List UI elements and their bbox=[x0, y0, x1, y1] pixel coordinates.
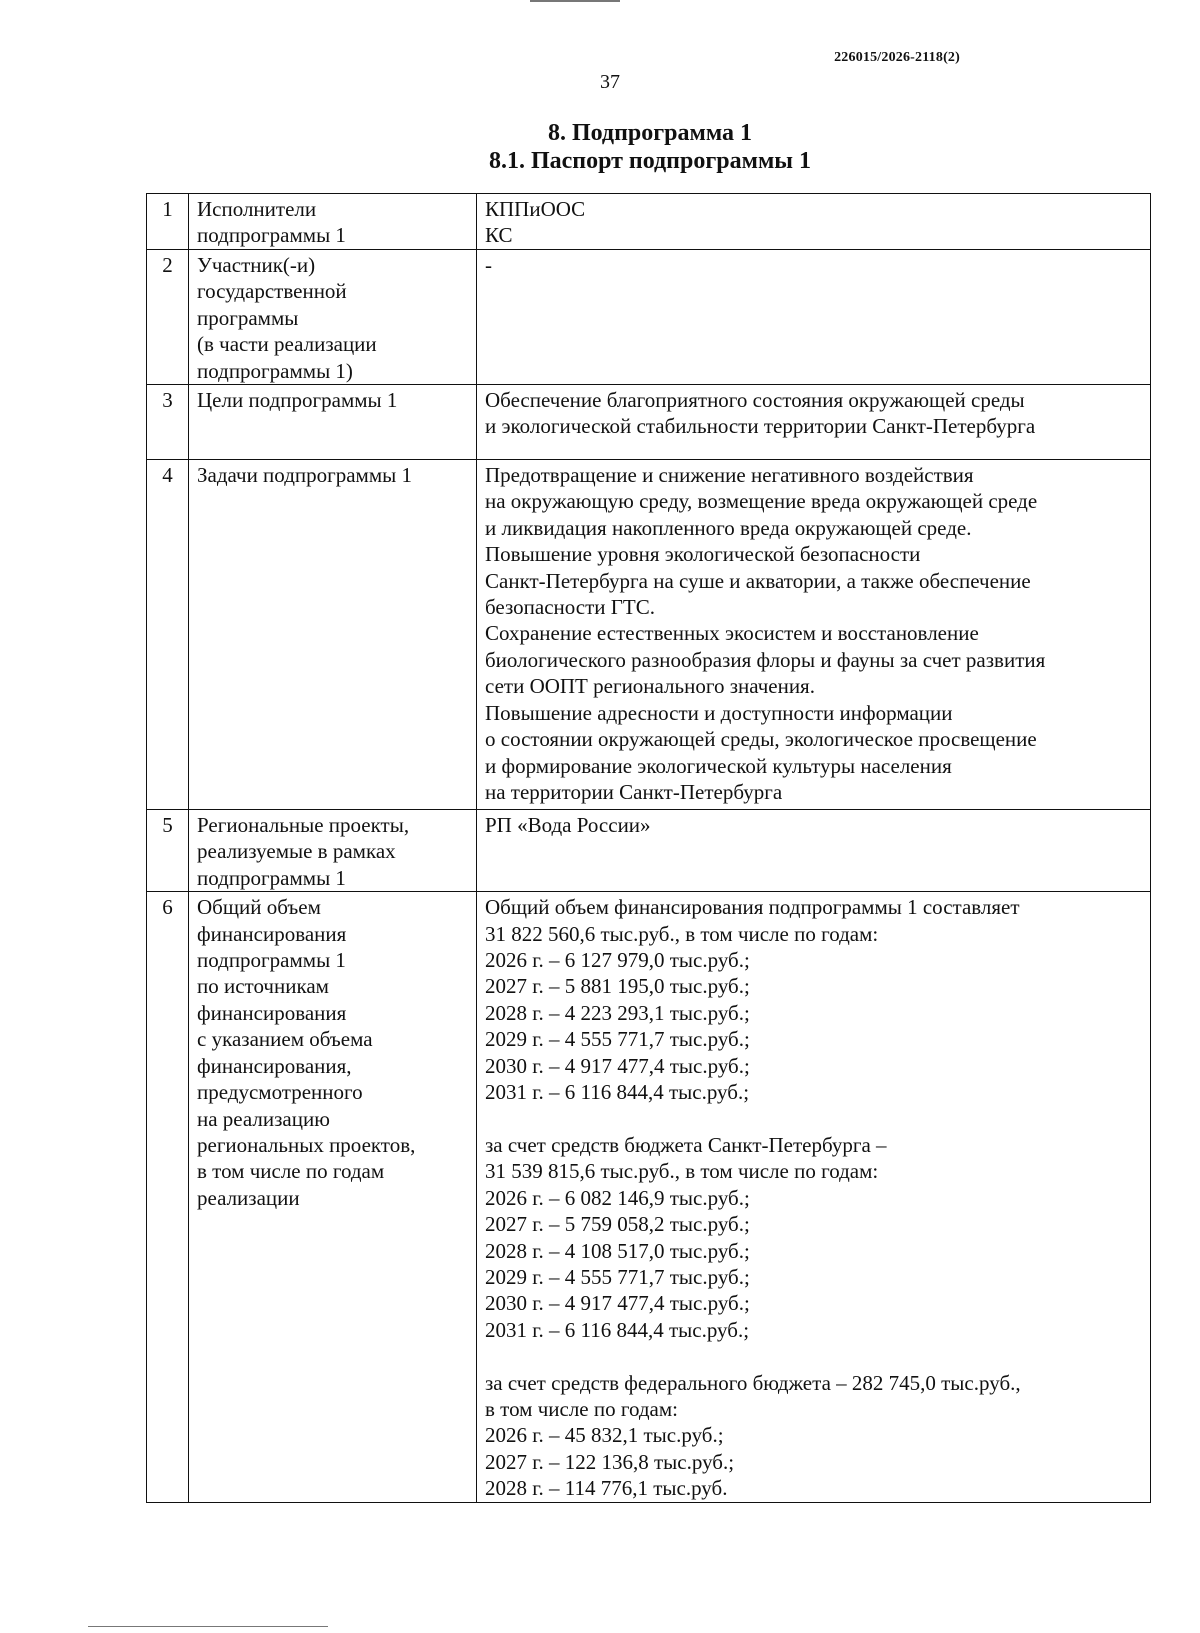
row-label: Региональные проекты, реализуемые в рамках подпрограммы 1 bbox=[189, 810, 477, 892]
document-number: 226015/2026-2118(2) bbox=[834, 50, 960, 65]
page-number: 37 bbox=[600, 71, 620, 93]
scan-edge-mark bbox=[88, 1626, 328, 1627]
scan-edge-mark bbox=[530, 0, 620, 2]
table-row bbox=[147, 385, 1151, 460]
table-row bbox=[147, 892, 1151, 1502]
table-row bbox=[147, 460, 1151, 810]
row-value: Общий объем финансирования подпрограммы 1 составляет 31 822 560,6 тыс.руб., в том числе по годам: 2026 г. – 6 127 979,0 тыс.руб.; 2027 г. – 5 881 195,0 тыс.руб.; 2028 г. – 4 223 293,1 тыс.руб.; 2029 г. – 4 555 771,7 тыс.руб.; 2030 г. – 4 917 477,4 тыс.руб.; 2031 г. – 6 116 844,4 тыс.руб.; за счет средств бюджета Санкт-Петербурга – 31 539 815,6 тыс.руб., в том числе по годам: 2026 г. – 6 082 146,9 тыс.руб.; 2027 г. – 5 759 058,2 тыс.руб.; 2028 г. – 4 108 517,0 тыс.руб.; 2029 г. – 4 555 771,7 тыс.руб.; 2030 г. – 4 917 477,4 тыс.руб.; 2031 г. – 6 116 844,4 тыс.руб.; за счет средств федерального бюджета – 282 745,0 тыс.руб., в том числе по годам: 2026 г. – 45 832,1 тыс.руб.; 2027 г. – 122 136,8 тыс.руб.; 2028 г. – 114 776,1 тыс.руб. bbox=[477, 892, 1151, 1502]
section-title: 8. Подпрограмма 1 bbox=[547, 120, 753, 146]
row-value: Предотвращение и снижение негативного воздействия на окружающую среду, возмещение вреда окружающей среде и ликвидация накопленного вреда окружающей среде. Повышение уровня экологической безопасности Санкт-Петербурга на суше и акватории, а также обеспечение безопасности ГТС. Сохранение естественных экосистем и восстановление биологического разнообразия флоры и фауны за счет развития сети ООПТ регионального значения. Повышение адресности и доступности информации о состоянии окружающей среды, экологическое просвещение и формирование экологической культуры населения на территории Санкт-Петербурга bbox=[477, 460, 1151, 810]
row-value: Обеспечение благоприятного состояния окружающей среды и экологической стабильности территории Санкт-Петербурга bbox=[477, 385, 1151, 460]
subsection-title: 8.1. Паспорт подпрограммы 1 bbox=[488, 148, 812, 174]
table-row bbox=[147, 250, 1151, 385]
row-number: 5 bbox=[147, 810, 189, 892]
row-number: 3 bbox=[147, 385, 189, 460]
table-row bbox=[147, 194, 1151, 250]
row-number: 6 bbox=[147, 892, 189, 1502]
passport-table bbox=[146, 193, 1151, 1503]
row-label: Цели подпрограммы 1 bbox=[189, 385, 477, 460]
row-label: Общий объем финансирования подпрограммы 1 по источникам финансирования с указанием объема финансирования, предусмотренного на реализацию региональных проектов, в том числе по годам реализации bbox=[189, 892, 477, 1502]
row-label: Исполнители подпрограммы 1 bbox=[189, 194, 477, 250]
row-label: Участник(-и) государственной программы (в части реализации подпрограммы 1) bbox=[189, 250, 477, 385]
row-value: - bbox=[477, 250, 1151, 385]
row-value: КППиООС КС bbox=[477, 194, 1151, 250]
row-number: 4 bbox=[147, 460, 189, 810]
row-label: Задачи подпрограммы 1 bbox=[189, 460, 477, 810]
row-value: РП «Вода России» bbox=[477, 810, 1151, 892]
table-row bbox=[147, 810, 1151, 892]
row-number: 1 bbox=[147, 194, 189, 250]
row-number: 2 bbox=[147, 250, 189, 385]
